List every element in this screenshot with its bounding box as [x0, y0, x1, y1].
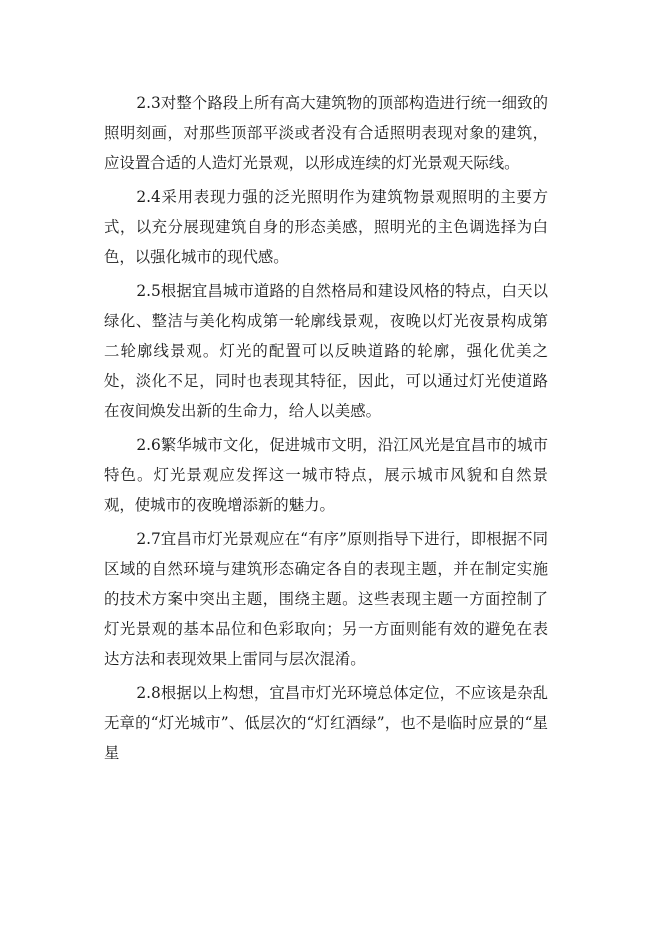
paragraph-2-3: 2.3对整个路段上所有高大建筑物的顶部构造进行统一细致的照明刻画，对那些顶部平淡或者没有合适照明表现对象的建筑，应设置合适的人造灯光景观，以形成连续的灯光景观天际线。 [104, 94, 548, 172]
paragraph-2-4: 2.4采用表现力强的泛光照明作为建筑物景观照明的主要方式，以充分展现建筑自身的形态美感，照明光的主色调选择为白色，以强化城市的现代感。 [104, 188, 548, 266]
paragraph-2-6: 2.6繁华城市文化，促进城市文明，沿江风光是宜昌市的城市特色。灯光景观应发挥这一城市特点，展示城市风貌和自然景观，使城市的夜晚增添新的魅力。 [104, 436, 548, 514]
paragraph-2-7: 2.7宜昌市灯光景观应在“有序”原则指导下进行，即根据不同区域的自然环境与建筑形态确定各自的表现主题，并在制定实施的技术方案中突出主题，围绕主题。这些表现主题一方面控制了灯光景观的基本品位和色彩取向；另一方面则能有效的避免在表达方法和表现效果上雷同与层次混淆。 [104, 530, 548, 668]
paragraph-2-8: 2.8根据以上构想，宜昌市灯光环境总体定位，不应该是杂乱无章的“灯光城市”、低层次的“灯红酒绿”，也不是临时应景的“星星 [104, 684, 548, 762]
paragraph-2-5: 2.5根据宜昌城市道路的自然格局和建设风格的特点，白天以绿化、整洁与美化构成第一轮廓线景观，夜晚以灯光夜景构成第二轮廓线景观。灯光的配置可以反映道路的轮廓，强化优美之处，淡化不足，同时也表现其特征，因此，可以通过灯光使道路在夜间焕发出新的生命力，给人以美感。 [104, 282, 548, 420]
document-body [104, 88, 548, 772]
